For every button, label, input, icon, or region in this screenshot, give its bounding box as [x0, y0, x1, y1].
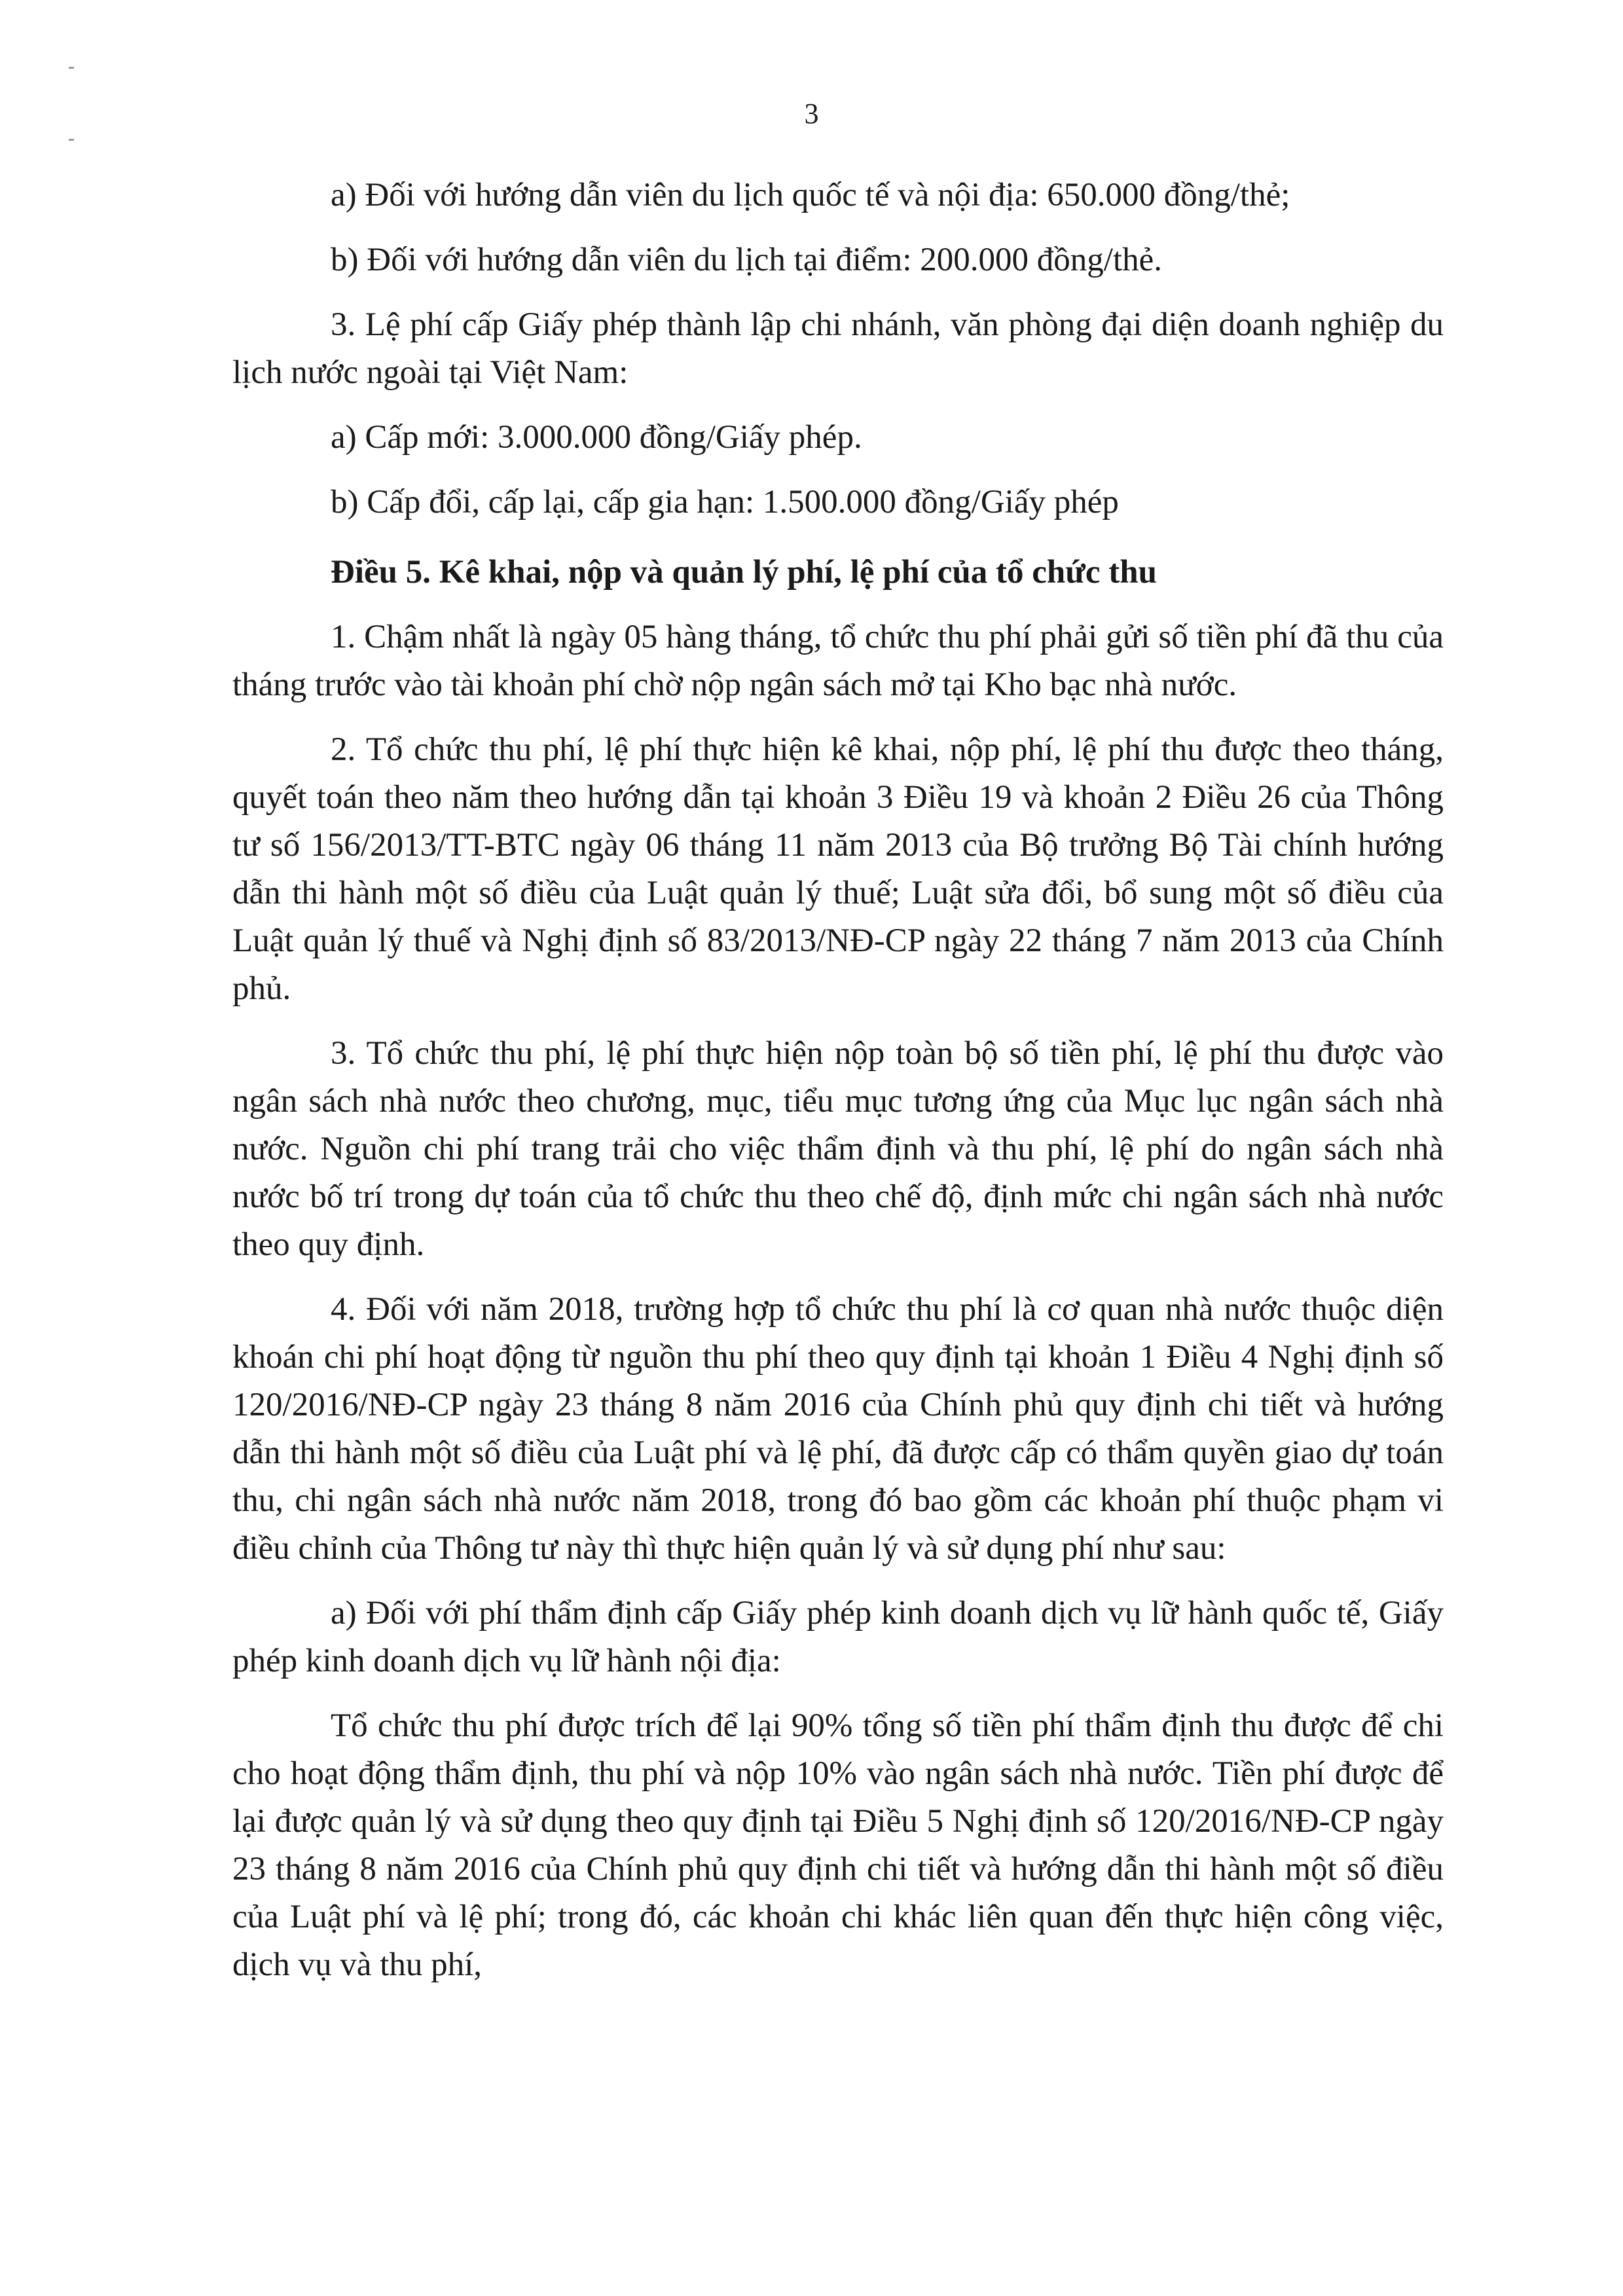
fee-line-international-guide: a) Đối với hướng dẫn viên du lịch quốc tế và nội địa: 650.000 đồng/thẻ;	[331, 177, 1290, 213]
item-3-a: a) Cấp mới: 3.000.000 đồng/Giấy phép.	[331, 419, 862, 456]
article-5-paragraph-4a-detail: Tổ chức thu phí được trích để lại 90% tổng số tiền phí thẩm định thu được để chi cho hoạt động thẩm định, thu phí và nộp 10% vào ngân sách nhà nước. Tiền phí được để lại được quản lý và sử dụng theo quy định tại Điều 5 Nghị định số 120/2016/NĐ-CP ngày 23 tháng 8 năm 2016 của Chính phủ quy định chi tiết và hướng dẫn thi hành một số điều của Luật phí và lệ phí; trong đó, các khoản chi khác liên quan đến thực hiện công việc, dịch vụ và thu phí,	[232, 1707, 1444, 1983]
scan-mark	[69, 139, 74, 141]
document-body	[232, 172, 1444, 2006]
item-3: 3. Lệ phí cấp Giấy phép thành lập chi nhánh, văn phòng đại diện doanh nghiệp du lịch nước ngoài tại Việt Nam:	[232, 306, 1444, 391]
article-5-paragraph-3: 3. Tổ chức thu phí, lệ phí thực hiện nộp toàn bộ số tiền phí, lệ phí thu được vào ngân sách nhà nước theo chương, mục, tiểu mục tương ứng của Mục lục ngân sách nhà nước. Nguồn chi phí trang trải cho việc thẩm định và thu phí, lệ phí do ngân sách nhà nước bố trí trong dự toán của tổ chức thu theo chế độ, định mức chi ngân sách nhà nước theo quy định.	[232, 1035, 1444, 1263]
article-5-paragraph-1: 1. Chậm nhất là ngày 05 hàng tháng, tổ chức thu phí phải gửi số tiền phí đã thu của tháng trước vào tài khoản phí chờ nộp ngân sách mở tại Kho bạc nhà nước.	[232, 619, 1444, 703]
fee-line-on-site-guide: b) Đối với hướng dẫn viên du lịch tại điểm: 200.000 đồng/thẻ.	[331, 242, 1162, 278]
article-5-paragraph-4a: a) Đối với phí thẩm định cấp Giấy phép kinh doanh dịch vụ lữ hành quốc tế, Giấy phép kinh doanh dịch vụ lữ hành nội địa:	[232, 1595, 1444, 1679]
article-5-paragraph-2: 2. Tổ chức thu phí, lệ phí thực hiện kê khai, nộp phí, lệ phí thu được theo tháng, quyết toán theo năm theo hướng dẫn tại khoản 3 Điều 19 và khoản 2 Điều 26 của Thông tư số 156/2013/TT-BTC ngày 06 tháng 11 năm 2013 của Bộ trưởng Bộ Tài chính hướng dẫn thi hành một số điều của Luật quản lý thuế; Luật sửa đổi, bổ sung một số điều của Luật quản lý thuế và Nghị định số 83/2013/NĐ-CP ngày 22 tháng 7 năm 2013 của Chính phủ.	[232, 731, 1444, 1007]
article-5-paragraph-4: 4. Đối với năm 2018, trường hợp tổ chức thu phí là cơ quan nhà nước thuộc diện khoán chi phí hoạt động từ nguồn thu phí theo quy định tại khoản 1 Điều 4 Nghị định số 120/2016/NĐ-CP ngày 23 tháng 8 năm 2016 của Chính phủ quy định chi tiết và hướng dẫn thi hành một số điều của Luật phí và lệ phí, đã được cấp có thẩm quyền giao dự toán thu, chi ngân sách nhà nước năm 2018, trong đó bao gồm các khoản phí thuộc phạm vi điều chỉnh của Thông tư này thì thực hiện quản lý và sử dụng phí như sau:	[232, 1291, 1444, 1567]
item-3-b: b) Cấp đổi, cấp lại, cấp gia hạn: 1.500.000 đồng/Giấy phép	[331, 484, 1119, 520]
article-5-title: Điều 5. Kê khai, nộp và quản lý phí, lệ phí của tổ chức thu	[331, 554, 1157, 591]
page-number: 3	[804, 98, 819, 130]
scan-mark	[69, 67, 74, 69]
